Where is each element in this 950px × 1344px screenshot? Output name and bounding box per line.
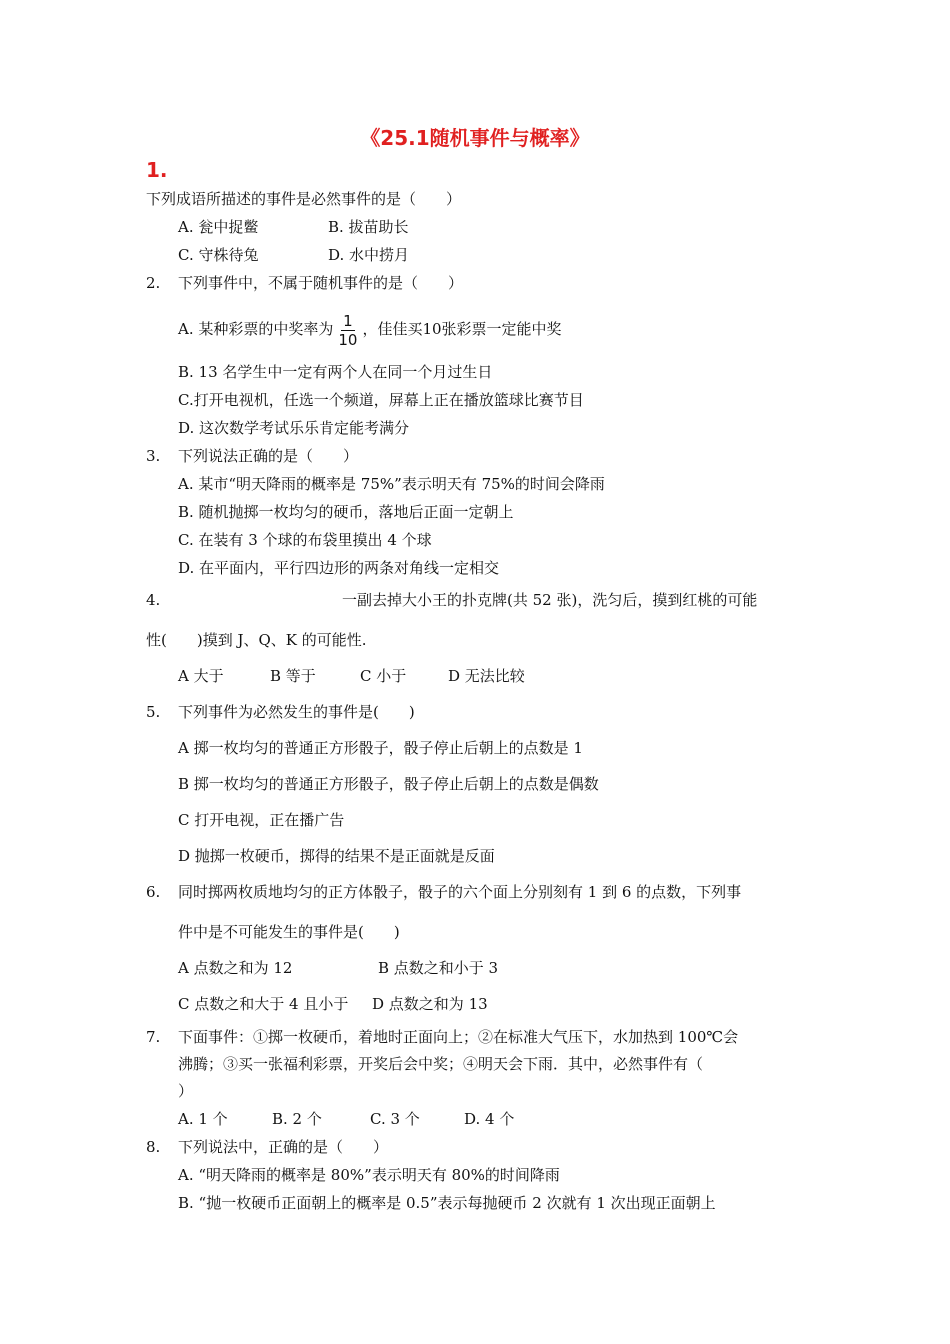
- document-title: 《25.1随机事件与概率》: [360, 126, 590, 150]
- fraction-numerator: 1: [343, 311, 353, 330]
- question-4-number: 4.: [146, 591, 161, 609]
- question-5-number: 5.: [146, 703, 161, 721]
- question-4-stem-line-2: 性( )摸到 J、Q、K 的可能性.: [146, 631, 367, 649]
- question-5-option-a: A 掷一枚均匀的普通正方形骰子，骰子停止后朝上的点数是 1: [178, 739, 583, 757]
- question-6-number: 6.: [146, 883, 161, 901]
- question-6-option-a: A 点数之和为 12: [178, 959, 293, 977]
- question-4-option-b: B 等于: [270, 667, 316, 685]
- fraction: [336, 312, 359, 349]
- question-8-option-a: A. “明天降雨的概率是 80%”表示明天有 80%的时间降雨: [178, 1166, 560, 1184]
- question-2-option-c: C.打开电视机，任选一个频道，屏幕上正在播放篮球比赛节目: [178, 391, 584, 409]
- question-2-option-d: D. 这次数学考试乐乐肯定能考满分: [178, 419, 410, 437]
- question-6-stem-line-2: 件中是不可能发生的事件是( ): [178, 923, 400, 941]
- question-6-option-d: D 点数之和为 13: [372, 995, 488, 1013]
- question-3-number: 3.: [146, 447, 161, 465]
- question-7-option-b: B. 2 个: [272, 1110, 322, 1128]
- question-3-option-d: D. 在平面内，平行四边形的两条对角线一定相交: [178, 559, 500, 577]
- question-2-number: 2.: [146, 274, 161, 292]
- question-7-stem-line-3: ）: [178, 1082, 194, 1100]
- question-7-option-c: C. 3 个: [370, 1110, 420, 1128]
- question-8-number: 8.: [146, 1138, 161, 1156]
- question-5-stem: 下列事件为必然发生的事件是( ): [178, 703, 415, 721]
- question-1-option-c: C. 守株待兔: [178, 246, 259, 264]
- question-1-option-d: D. 水中捞月: [328, 246, 410, 264]
- question-2-option-b: B. 13 名学生中一定有两个人在同一个月过生日: [178, 363, 493, 381]
- question-4-stem-line-1: 一副去掉大小王的扑克牌(共 52 张)，洗匀后，摸到红桃的可能: [342, 591, 758, 609]
- question-5-option-d: D 抛掷一枚硬币，掷得的结果不是正面就是反面: [178, 847, 495, 865]
- question-2-option-a-pre: A. 某种彩票的中奖率为: [178, 320, 334, 338]
- question-4-option-d: D 无法比较: [448, 667, 525, 685]
- question-6-option-c: C 点数之和大于 4 且小于: [178, 995, 349, 1013]
- question-6-option-b: B 点数之和小于 3: [378, 959, 499, 977]
- question-4-option-c: C 小于: [360, 667, 407, 685]
- question-3-option-b: B. 随机抛掷一枚均匀的硬币，落地后正面一定朝上: [178, 503, 514, 521]
- question-3-option-a: A. 某市“明天降雨的概率是 75%”表示明天有 75%的时间会降雨: [178, 475, 605, 493]
- question-5-option-b: B 掷一枚均匀的普通正方形骰子，骰子停止后朝上的点数是偶数: [178, 775, 599, 793]
- question-3-stem: 下列说法正确的是（ ）: [178, 447, 359, 465]
- question-8-stem: 下列说法中，正确的是（ ）: [178, 1138, 389, 1156]
- question-2-option-a: [178, 309, 562, 349]
- question-1-option-b: B. 拔苗助长: [328, 218, 409, 236]
- question-1-number: 1.: [146, 158, 168, 182]
- question-7-stem-line-2: 沸腾；③买一张福利彩票，开奖后会中奖；④明天会下雨．其中，必然事件有（: [178, 1055, 704, 1073]
- question-7-option-a: A. 1 个: [178, 1110, 228, 1128]
- question-7-stem-line-1: 下面事件：①掷一枚硬币，着地时正面向上；②在标准大气压下，水加热到 100℃会: [178, 1028, 739, 1046]
- question-7-option-d: D. 4 个: [464, 1110, 515, 1128]
- question-7-number: 7.: [146, 1028, 161, 1046]
- question-2-stem: 下列事件中，不属于随机事件的是（ ）: [178, 274, 464, 292]
- question-2-option-a-post: ，佳佳买10张彩票一定能中奖: [362, 320, 562, 338]
- question-1-stem: 下列成语所描述的事件是必然事件的是（ ）: [146, 190, 462, 208]
- question-4-option-a: A 大于: [178, 667, 224, 685]
- fraction-denominator: 10: [338, 330, 358, 349]
- question-8-option-b: B. “抛一枚硬币正面朝上的概率是 0.5”表示每抛硬币 2 次就有 1 次出现正面朝上: [178, 1194, 716, 1212]
- question-1-option-a: A. 瓮中捉鳖: [178, 218, 259, 236]
- question-6-stem-line-1: 同时掷两枚质地均匀的正方体骰子，骰子的六个面上分别刻有 1 到 6 的点数，下列事: [178, 883, 742, 901]
- question-5-option-c: C 打开电视，正在播广告: [178, 811, 345, 829]
- question-3-option-c: C. 在装有 3 个球的布袋里摸出 4 个球: [178, 531, 432, 549]
